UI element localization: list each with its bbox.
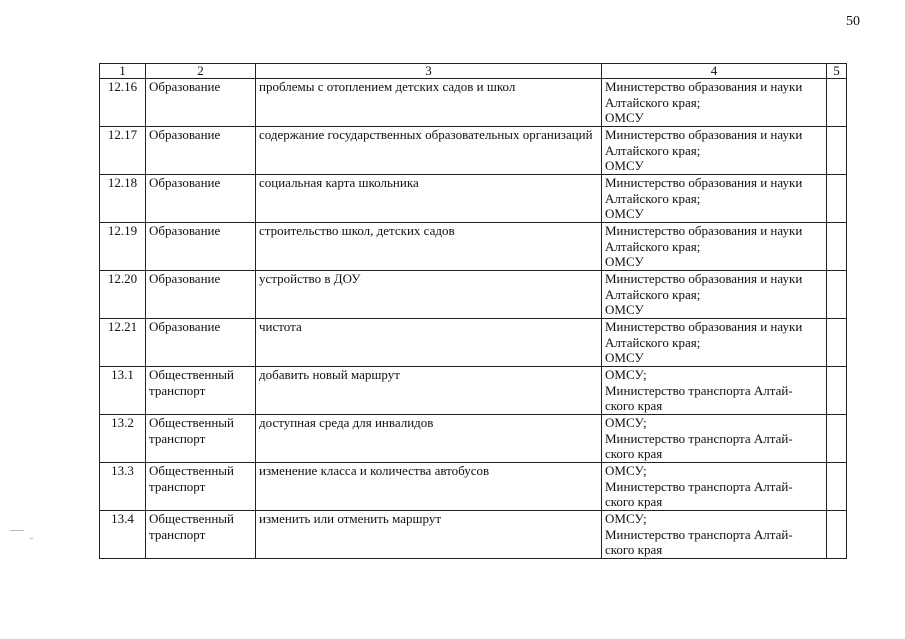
row-number-cell: 13.4 <box>100 511 146 559</box>
responsible-line: ОМСУ; <box>605 367 647 382</box>
responsible-line: ОМСУ; <box>605 511 647 526</box>
responsible-cell <box>602 463 827 511</box>
category-cell: Общественный транспорт <box>146 511 256 559</box>
responsible-line: ского края <box>605 542 663 557</box>
row-number-cell: 12.16 <box>100 79 146 127</box>
responsible-line: Алтайского края; <box>605 94 701 110</box>
note-cell <box>827 319 847 367</box>
responsible-line: Министерство транспорта Алтай- <box>605 478 793 494</box>
responsible-line: Министерство транспорта Алтай- <box>605 526 793 542</box>
responsible-line: Министерство образования и науки <box>605 271 803 286</box>
category-cell: Образование <box>146 175 256 223</box>
row-number-cell: 12.21 <box>100 319 146 367</box>
responsible-line: ОМСУ <box>605 110 644 125</box>
responsible-cell <box>602 175 827 223</box>
category-cell: Образование <box>146 271 256 319</box>
responsible-cell <box>602 223 827 271</box>
table-row <box>100 223 847 271</box>
scan-artifact <box>10 530 24 531</box>
table-row <box>100 271 847 319</box>
responsible-line: ского края <box>605 494 663 509</box>
column-header-3: 3 <box>256 64 602 79</box>
note-cell <box>827 511 847 559</box>
responsible-line: Министерство транспорта Алтай- <box>605 430 793 446</box>
responsible-cell <box>602 271 827 319</box>
issue-cell: проблемы с отоплением детских садов и школ <box>256 79 602 127</box>
responsible-cell <box>602 127 827 175</box>
table-body <box>100 79 847 559</box>
row-number-cell: 12.20 <box>100 271 146 319</box>
column-header-2: 2 <box>146 64 256 79</box>
table-row <box>100 127 847 175</box>
responsible-line: Министерство транспорта Алтай- <box>605 382 793 398</box>
row-number-cell: 13.3 <box>100 463 146 511</box>
responsible-cell <box>602 511 827 559</box>
responsible-line: Министерство образования и науки <box>605 223 803 238</box>
responsible-line: ОМСУ <box>605 158 644 173</box>
table-row <box>100 367 847 415</box>
category-cell: Общественный транспорт <box>146 463 256 511</box>
responsible-line: Министерство образования и науки <box>605 175 803 190</box>
row-number-cell: 12.17 <box>100 127 146 175</box>
responsible-line: ОМСУ; <box>605 415 647 430</box>
column-header-5: 5 <box>827 64 847 79</box>
note-cell <box>827 463 847 511</box>
issue-cell: изменить или отменить маршрут <box>256 511 602 559</box>
row-number-cell: 13.2 <box>100 415 146 463</box>
column-header-4: 4 <box>602 64 827 79</box>
responsible-line: Алтайского края; <box>605 334 701 350</box>
category-cell: Образование <box>146 223 256 271</box>
scan-artifact <box>30 538 33 539</box>
note-cell <box>827 271 847 319</box>
note-cell <box>827 79 847 127</box>
page-number: 50 <box>846 14 860 29</box>
category-cell: Образование <box>146 319 256 367</box>
category-cell: Образование <box>146 127 256 175</box>
row-number-cell: 12.19 <box>100 223 146 271</box>
issue-cell: социальная карта школьника <box>256 175 602 223</box>
responsible-line: Министерство образования и науки <box>605 319 803 334</box>
responsible-line: ОМСУ <box>605 254 644 269</box>
table-row <box>100 463 847 511</box>
row-number-cell: 13.1 <box>100 367 146 415</box>
category-cell: Образование <box>146 79 256 127</box>
note-cell <box>827 223 847 271</box>
row-number-cell: 12.18 <box>100 175 146 223</box>
responsible-line: ОМСУ <box>605 206 644 221</box>
issue-cell: добавить новый маршрут <box>256 367 602 415</box>
note-cell <box>827 367 847 415</box>
issue-cell: строительство школ, детских садов <box>256 223 602 271</box>
column-header-1: 1 <box>100 64 146 79</box>
responsible-cell <box>602 367 827 415</box>
responsible-cell <box>602 79 827 127</box>
issue-cell: доступная среда для инвалидов <box>256 415 602 463</box>
table-row <box>100 415 847 463</box>
responsible-line: ского края <box>605 446 663 461</box>
responsible-line: Алтайского края; <box>605 190 701 206</box>
table-header-row <box>100 64 847 79</box>
document-table <box>99 63 847 559</box>
responsible-line: ОМСУ <box>605 302 644 317</box>
responsible-line: Алтайского края; <box>605 142 701 158</box>
responsible-cell <box>602 319 827 367</box>
note-cell <box>827 415 847 463</box>
issue-cell: устройство в ДОУ <box>256 271 602 319</box>
responsible-line: Алтайского края; <box>605 238 701 254</box>
issue-cell: изменение класса и количества автобусов <box>256 463 602 511</box>
category-cell: Общественный транспорт <box>146 415 256 463</box>
table-row <box>100 175 847 223</box>
table-row <box>100 511 847 559</box>
issue-cell: чистота <box>256 319 602 367</box>
responsible-line: Министерство образования и науки <box>605 79 803 94</box>
category-cell: Общественный транспорт <box>146 367 256 415</box>
table-row <box>100 79 847 127</box>
table-row <box>100 319 847 367</box>
responsible-line: ОМСУ; <box>605 463 647 478</box>
note-cell <box>827 175 847 223</box>
issue-cell: содержание государственных образовательных организаций <box>256 127 602 175</box>
responsible-line: ского края <box>605 398 663 413</box>
note-cell <box>827 127 847 175</box>
responsible-line: Алтайского края; <box>605 286 701 302</box>
responsible-line: ОМСУ <box>605 350 644 365</box>
responsible-line: Министерство образования и науки <box>605 127 803 142</box>
responsible-cell <box>602 415 827 463</box>
